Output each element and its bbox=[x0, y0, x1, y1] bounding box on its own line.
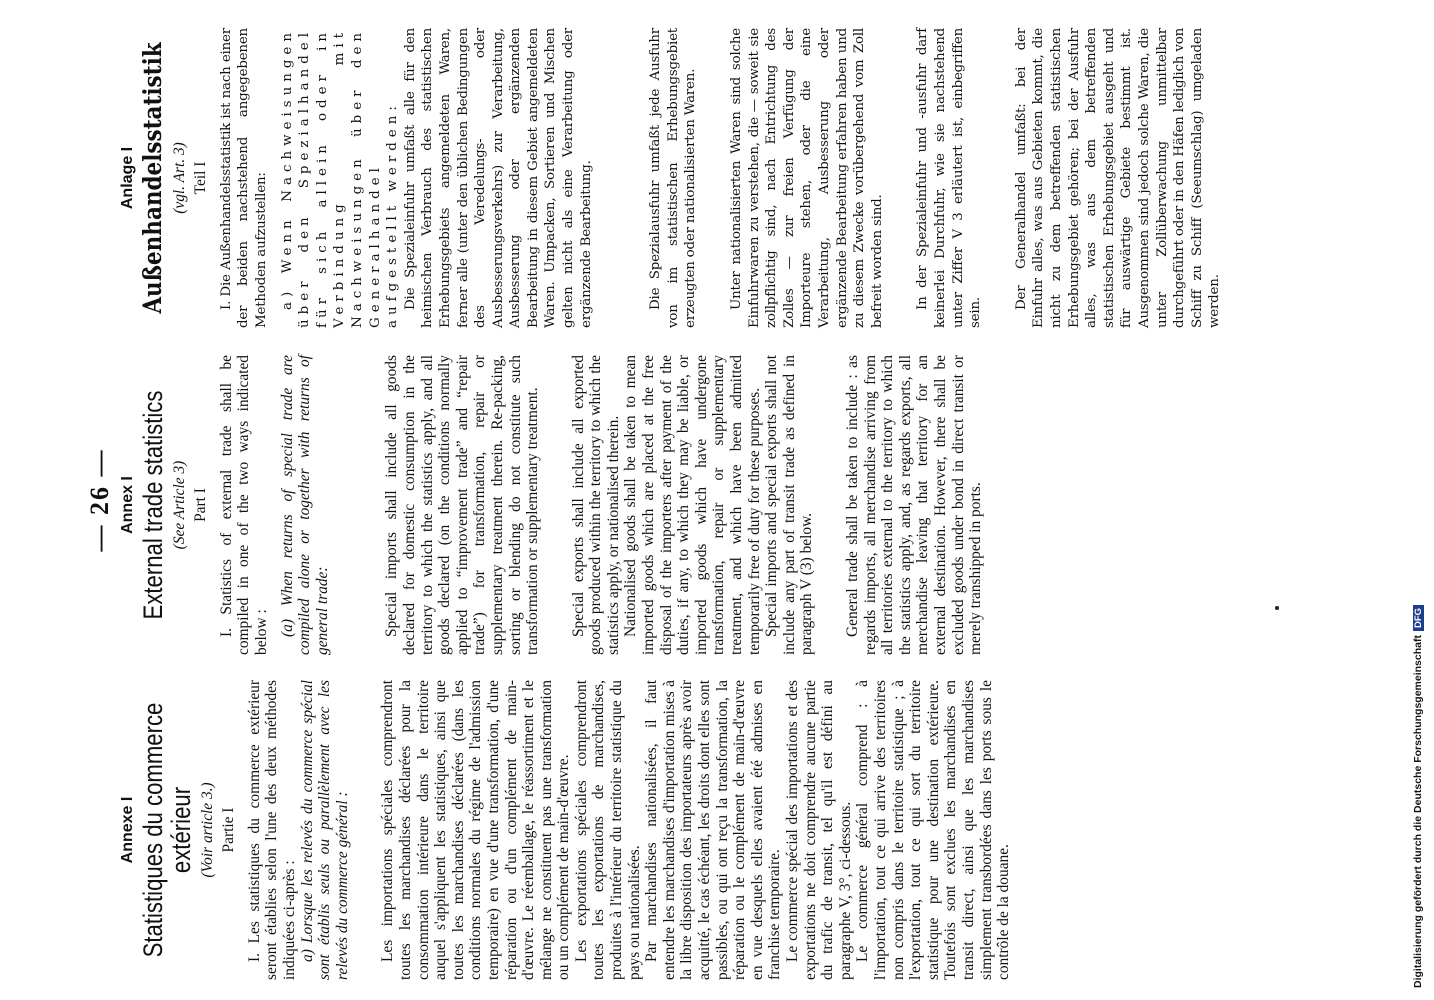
ink-dot bbox=[1275, 606, 1279, 610]
paragraph: Special imports and special exports shall not include any part of transit trade as defined in paragraph V (3) below. bbox=[763, 355, 816, 655]
paragraph: Der Generalhandel umfaßt: bei der Einfuhr alles, was aus Gebieten kommt, die nicht zu dem betreffenden statistischen Erhebungsgebiet gehören; bei der Ausfuhr alles, was aus dem betreffenden statistischen Erhebungsgebiet ausgeht und für auswärtige Gebiete bestimmt ist. Ausgenommen sind jedoch solche Waren, die unter Zollüberwachung unmittelbar durchgeführt oder in den Häfen lediglich von Schiff zu Schiff (Seeumschlag) umgeladen werden. bbox=[1013, 28, 1223, 328]
paragraph: Unter nationalisierten Waren sind solche Einfuhrwaren zu verstehen, die — soweit sie zollpflichtig sind, nach Entrichtung des Zolles — zur freien Verfügung der Importeure stehen, oder die eine Verarbeitung, Ausbesserung oder ergänzende Bearbeitung erfahren haben und zu diesem Zwecke vorübergehend vom Zoll befreit worden sind. bbox=[729, 28, 885, 328]
paragraph: I. Les statistiques du commerce extérieur seront établies selon l'une des deux méthodes indiquées ci-après : bbox=[245, 680, 298, 980]
paragraph: Les importations spéciales comprendront toutes les marchandises déclarées pour la consommation intérieure dans le territoire auquel s'appliquent les statistiques, ainsi que toutes les marchandises déclarées (dans les conditions normales du régime de l'admission temporaire) en vue d'une transformation, d'une réparation ou d'un complément de main-d'œuvre. Le réemballage, le réassortiment et le mélange ne constituent pas une transformation ou un complément de main-d'œuvre. bbox=[379, 680, 573, 980]
column-title: Außenhandelsstatistik bbox=[137, 42, 167, 314]
paragraph: a) Lorsque les relevés du commerce spécial sont établis seuls ou parallèlement avec les relevés du commerce général : bbox=[298, 680, 351, 980]
rotated-text-block bbox=[85, 20, 1335, 980]
article-reference: (vgl. Art. 3) bbox=[170, 142, 188, 214]
paragraph: I. Statistics of external trade shall be compiled in one of the two ways indicated below : bbox=[217, 355, 270, 655]
digitization-notice bbox=[1412, 0, 1428, 988]
column-german bbox=[119, 28, 1224, 328]
part-heading: Teil I bbox=[192, 161, 210, 195]
paragraph: (a) When returns of special trade are compiled alone or together with returns of general trade: bbox=[278, 355, 331, 655]
part-heading: Part I bbox=[192, 488, 210, 522]
paragraph: General trade shall be taken to include : as regards imports, all merchandise arriving from all territories external to the territory to which the statistics apply, and, as regards exports, all merchandise leaving that territory for an external destination. However, there shall be excluded goods under bond in direct transit or merely transhipped in ports. bbox=[844, 355, 985, 655]
column-english bbox=[119, 355, 985, 655]
article-reference: (See Article 3) bbox=[170, 460, 188, 550]
paragraph: Special exports shall include all exported goods produced within the territory to which the statistics apply, or nationalised therein. bbox=[569, 355, 622, 655]
paragraph: Le commerce général comprend : à l'importation, tout ce qui arrive des territoires non compris dans le territoire statistique ; à l'exportation, tout ce qui sort du territoire statistique pour une destination extérieure. Toutefois sont exclues les marchandises en transit direct, ainsi que les marchandises simplement transbordées dans les ports sous le contrôle de la douane. bbox=[854, 680, 1013, 980]
part-heading: Partie I bbox=[220, 807, 238, 853]
paragraph: Les exportations spéciales comprendront toutes les exportations de marchandises, produites à l'intérieur du territoire statistique du pays ou nationalisées. bbox=[572, 680, 643, 980]
article-reference: (Voir article 3.) bbox=[198, 782, 216, 878]
column-french bbox=[119, 680, 1013, 980]
annex-heading: Anlage I bbox=[119, 146, 136, 210]
paragraph: a) Wenn Nachweisungen über den Spezialhandel für sich allein oder in Verbindung mit Nachweisungen über den Generalhandel aufgestellt werden: bbox=[279, 28, 401, 328]
paragraph: I. Die Außenhandelsstatistik ist nach einer der beiden nachstehend angegebenen Methoden aufzustellen: bbox=[218, 28, 269, 328]
paragraph: In der Spezialeinfuhr und -ausfuhr darf keinerlei Durchfuhr, wie sie nachstehend unter Ziffer V 3 erläutert ist, einbegriffen sein. bbox=[915, 28, 984, 328]
paragraph: Die Spezialeinfuhr umfaßt alle für den heimischen Verbrauch des statistischen Erhebungsgebiets angemeldeten Waren, ferner alle (unter den üblichen Bedingungen des Veredelungs- oder Ausbesserungsverkehrs) zur Verarbeitung, Ausbesserung oder ergänzenden Bearbeitung in diesem Gebiet angemeldeten Waren. Umpacken, Sortieren und Mischen gelten nicht als eine Verarbeitung oder ergänzende Bearbeitung. bbox=[402, 28, 594, 328]
paragraph: Nationalised goods shall be taken to mean imported goods which are placed at the free disposal of the importers after payment of the duties, if any, to which they may be liable, or imported goods which have undergone transformation, repair or supplementary treatment, and which have been admitted temporarily free of duty for these purposes. bbox=[622, 355, 763, 655]
funding-text: Digitalisierung gefördert durch die Deutsche Forschungsgemeinschaft bbox=[1412, 635, 1424, 988]
column-title: External trade statistics bbox=[137, 390, 168, 620]
dfg-logo: DFG bbox=[1413, 605, 1424, 631]
column-title: Statistiques du commerce extérieur bbox=[137, 702, 196, 958]
paragraph: Special imports shall include all goods declared for domestic consumption in the territory to which the statistics apply, and all goods declared (on the conditions normally applied to “improvement trade” and “repair trade”) for transformation, repair or supplementary treatment therein. Re-packing, sorting or blending do not constitute such transformation or supplementary treatment. bbox=[383, 355, 542, 655]
page-number: — 26 — bbox=[85, 448, 114, 552]
paragraph: Le commerce spécial des importations et des exportations ne doit comprendre aucune partie du trafic de transit, tel qu'il est défini au paragraphe V, 3°, ci-dessous. bbox=[784, 680, 854, 980]
paragraph: Die Spezialausfuhr umfaßt jede Ausfuhr von im statistischen Erhebungsgebiet erzeugten oder nationalisierten Waren. bbox=[648, 28, 699, 328]
annex-heading: Annex I bbox=[119, 476, 136, 534]
annex-heading: Annexe I bbox=[119, 796, 136, 864]
paragraph: Par marchandises nationalisées, il faut entendre les marchandises d'importation mises à la libre disposition des importateurs après avoir acquitté, le cas échéant, les droits dont elles sont passibles, ou qui ont reçu la transformation, la réparation ou le complément de main-d'œuvre en vue desquels elles avaient été admises en franchise temporaire. bbox=[643, 680, 784, 980]
